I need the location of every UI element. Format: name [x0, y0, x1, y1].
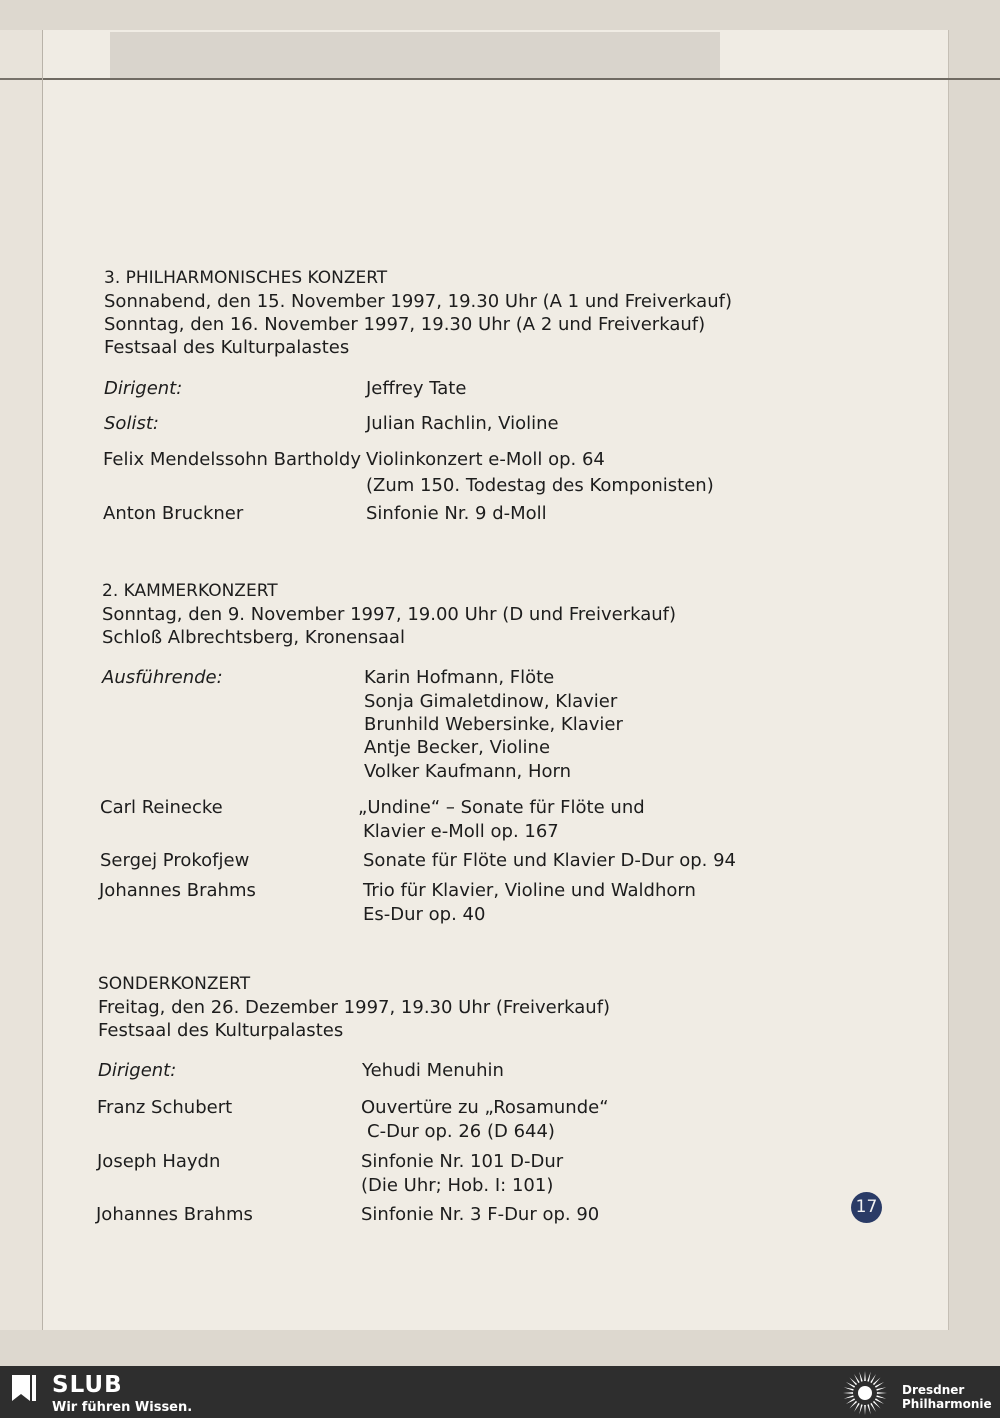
row-value: Violinkonzert e-Moll op. 64	[366, 449, 605, 470]
row-value: Trio für Klavier, Violine und Waldhorn	[363, 880, 696, 901]
row-value: Yehudi Menuhin	[362, 1060, 504, 1081]
concert-title: 3. PHILHARMONISCHES KONZERT	[104, 268, 388, 288]
dresdner-philharmonie-logo-text[interactable]	[902, 1383, 992, 1411]
sun-ray	[867, 1404, 870, 1414]
row-label: Ausführende:	[102, 667, 223, 688]
sun-ray	[864, 1371, 866, 1381]
row-value: Sinfonie Nr. 101 D-Dur	[361, 1151, 564, 1172]
row-value: C-Dur op. 26 (D 644)	[367, 1121, 555, 1142]
sun-ray	[854, 1374, 860, 1383]
row-value: Sonate für Flöte und Klavier D-Dur op. 94	[363, 850, 736, 871]
sun-ray	[859, 1372, 862, 1382]
header-rule	[43, 78, 1000, 80]
sun-ray	[846, 1398, 855, 1404]
sun-ray	[843, 1392, 853, 1394]
row-label: Johannes Brahms	[96, 1204, 253, 1225]
row-value: (Zum 150. Todestag des Komponisten)	[366, 475, 714, 496]
previous-page-edge	[0, 30, 43, 1330]
sun-ray	[876, 1395, 886, 1398]
page-edge-rule	[0, 78, 42, 80]
row-label: Solist:	[104, 413, 159, 434]
row-value: (Die Uhr; Hob. I: 101)	[361, 1175, 554, 1196]
row-value: Jeffrey Tate	[366, 378, 467, 399]
page-number-badge: 17	[851, 1192, 882, 1223]
sun-ray	[873, 1401, 881, 1409]
sun-ray	[849, 1401, 857, 1409]
concert-venue: Festsaal des Kulturpalastes	[104, 337, 350, 358]
row-label: Felix Mendelssohn Bartholdy	[103, 449, 361, 470]
sun-ray	[875, 1382, 884, 1388]
sun-ray	[876, 1387, 886, 1390]
row-value: Es-Dur op. 40	[363, 904, 486, 925]
slub-tagline: Wir führen Wissen.	[52, 1400, 193, 1415]
sun-ray	[844, 1395, 854, 1398]
sun-ray	[873, 1377, 881, 1385]
sun-ray	[854, 1403, 860, 1412]
sun-ray	[864, 1405, 866, 1415]
row-value: Brunhild Webersinke, Klavier	[364, 714, 623, 735]
concert-3-header	[98, 973, 610, 1042]
concert-date: Sonnabend, den 15. November 1997, 19.30 Uhr (A 1 und Freiverkauf)	[104, 291, 732, 312]
concert-date: Sonntag, den 16. November 1997, 19.30 Uhr (A 2 und Freiverkauf)	[104, 314, 706, 335]
concert-date: Freitag, den 26. Dezember 1997, 19.30 Uhr (Freiverkauf)	[98, 997, 611, 1018]
sun-ray	[875, 1398, 884, 1404]
concert-2-header	[102, 580, 676, 649]
row-label: Dirigent:	[98, 1060, 177, 1081]
concert-title: SONDERKONZERT	[98, 974, 251, 994]
row-label: Franz Schubert	[97, 1097, 233, 1118]
concert-venue: Schloß Albrechtsberg, Kronensaal	[102, 627, 405, 648]
row-label: Carl Reinecke	[100, 797, 223, 818]
concert-date: Sonntag, den 9. November 1997, 19.00 Uhr (D und Freiverkauf)	[102, 604, 677, 625]
row-value: „Undine“ – Sonate für Flöte und	[358, 797, 645, 818]
concert-venue: Festsaal des Kulturpalastes	[98, 1020, 344, 1041]
sun-ray	[844, 1387, 854, 1390]
sun-ray	[877, 1392, 887, 1394]
row-value: Sonja Gimaletdinow, Klavier	[364, 691, 618, 712]
sun-ray	[859, 1404, 862, 1414]
row-value: Sinfonie Nr. 9 d-Moll	[366, 503, 547, 524]
dp-name-line2: Philharmonie	[902, 1397, 992, 1411]
concert-1-header	[104, 267, 732, 359]
sun-ray	[870, 1403, 876, 1412]
sun-ray	[870, 1374, 876, 1383]
row-value: Sinfonie Nr. 3 F-Dur op. 90	[361, 1204, 600, 1225]
row-label: Johannes Brahms	[99, 880, 256, 901]
row-label: Dirigent:	[104, 378, 183, 399]
row-value: Karin Hofmann, Flöte	[364, 667, 555, 688]
sun-ray	[849, 1377, 857, 1385]
slub-bookmark-icon	[9, 1373, 39, 1403]
row-value: Ouvertüre zu „Rosamunde“	[361, 1097, 609, 1118]
row-label: Anton Bruckner	[103, 503, 244, 524]
sun-ray	[846, 1382, 855, 1388]
dp-name-line1: Dresdner	[902, 1383, 965, 1397]
row-value: Antje Becker, Violine	[364, 737, 551, 758]
slub-logo-text[interactable]: SLUB	[52, 1372, 123, 1398]
concert-title: 2. KAMMERKONZERT	[102, 581, 278, 601]
row-value: Julian Rachlin, Violine	[366, 413, 559, 434]
row-label: Joseph Haydn	[97, 1151, 221, 1172]
row-value: Volker Kaufmann, Horn	[364, 761, 572, 782]
sun-ray	[867, 1372, 870, 1382]
dresdner-philharmonie-sun-icon	[842, 1370, 888, 1416]
bleed-through-shadow	[110, 32, 720, 78]
row-value: Klavier e-Moll op. 167	[363, 821, 559, 842]
row-label: Sergej Prokofjew	[100, 850, 250, 871]
